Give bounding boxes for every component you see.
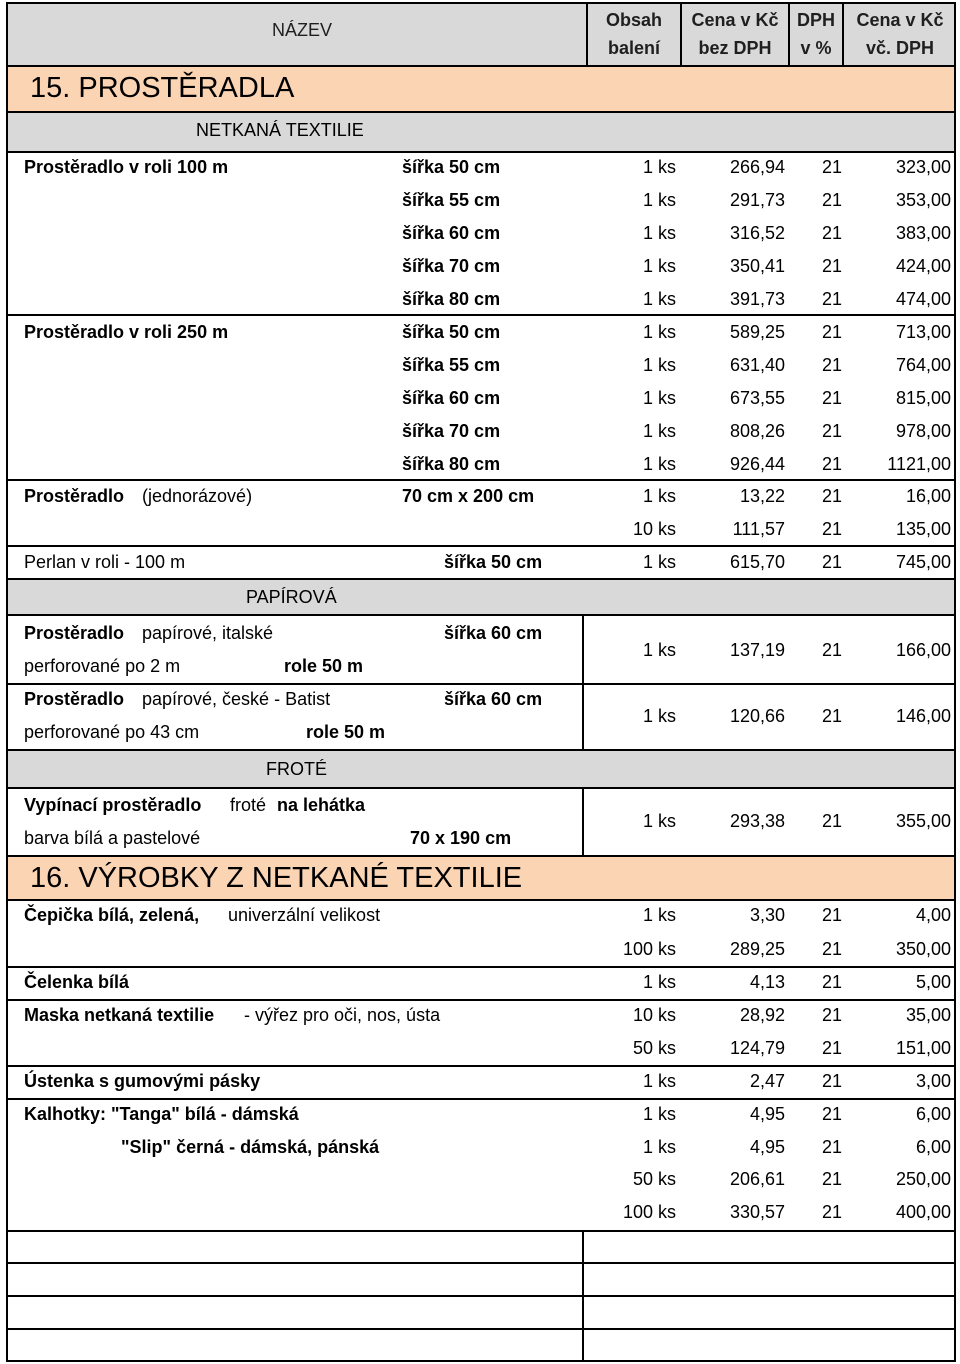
item-spec: šířka 60 cm (402, 388, 501, 408)
price-ex-cell: 111,57 (732, 519, 785, 539)
pack-cell: 1 ks (642, 256, 676, 276)
pack-cell: 1 ks (642, 190, 676, 210)
vat-cell: 21 (821, 1005, 842, 1025)
pack-cell: 10 ks (632, 1005, 676, 1025)
paper-spec: šířka 60 cm (444, 689, 543, 709)
pack-cell: 1 ks (642, 1137, 676, 1157)
paper-name: Prostěradlo (24, 623, 125, 643)
price-ex-cell: 350,41 (729, 256, 785, 276)
vat-cell: 21 (821, 256, 842, 276)
header-price-in: Cena v Kč vč. DPH (856, 10, 944, 58)
pack-cell: 1 ks (642, 454, 676, 474)
price-ex-cell: 124,79 (729, 1038, 785, 1058)
price-in-cell: 764,00 (895, 355, 951, 375)
price-in-cell: 355,00 (895, 811, 951, 831)
vat-cell: 21 (821, 811, 842, 831)
vat-cell: 21 (821, 355, 842, 375)
price-in-cell: 474,00 (895, 289, 951, 309)
item16-name: Čepička bílá, zelená, (24, 905, 200, 925)
vat-cell: 21 (821, 519, 842, 539)
price-ex-cell: 4,95 (749, 1137, 785, 1157)
pack-cell: 50 ks (632, 1169, 676, 1189)
vat-cell: 21 (821, 1071, 842, 1091)
vat-cell: 21 (821, 289, 842, 309)
item16-name-detail: univerzální velikost (228, 905, 381, 925)
pack-cell: 1 ks (642, 1104, 676, 1124)
price-in-cell: 166,00 (895, 640, 951, 660)
price-ex-cell: 291,73 (729, 190, 785, 210)
item-spec: 70 cm x 200 cm (402, 486, 535, 506)
pack-cell: 50 ks (632, 1038, 676, 1058)
pack-cell: 1 ks (642, 905, 676, 925)
price-ex-cell: 673,55 (729, 388, 785, 408)
item-spec: šířka 50 cm (402, 157, 501, 177)
vat-cell: 21 (821, 157, 842, 177)
item-name: Prostěradlo (24, 486, 125, 506)
vat-cell: 21 (821, 223, 842, 243)
price-ex-cell: 28,92 (739, 1005, 785, 1025)
item16-name: Kalhotky: "Tanga" bílá - dámská (24, 1104, 299, 1124)
price-in-cell: 151,00 (895, 1038, 951, 1058)
pack-cell: 1 ks (642, 421, 676, 441)
price-ex-cell: 808,26 (729, 421, 785, 441)
price-in-cell: 400,00 (895, 1202, 951, 1222)
vat-cell: 21 (821, 640, 842, 660)
price-ex-cell: 293,38 (729, 811, 785, 831)
section-15-title: 15. PROSTĚRADLA (30, 72, 295, 104)
vat-cell: 21 (821, 190, 842, 210)
pack-cell: 1 ks (642, 972, 676, 992)
netkana-band (8, 112, 954, 152)
paper-perforation: perforované po 2 m (24, 656, 181, 676)
price-ex-cell: 615,70 (729, 552, 785, 572)
item-spec: šířka 80 cm (402, 454, 501, 474)
item-spec: šířka 50 cm (402, 322, 501, 342)
price-ex-cell: 289,25 (729, 939, 785, 959)
price-in-cell: 978,00 (895, 421, 951, 441)
frote-band (8, 751, 954, 787)
header-pack: Obsah balení (605, 10, 662, 58)
price-in-cell: 713,00 (895, 322, 951, 342)
pack-cell: 1 ks (642, 486, 676, 506)
vat-cell: 21 (821, 388, 842, 408)
pack-cell: 100 ks (622, 1202, 676, 1222)
frote-usage: na lehátka (277, 795, 366, 815)
vat-cell: 21 (821, 939, 842, 959)
price-ex-cell: 137,19 (729, 640, 785, 660)
item-spec: šířka 70 cm (402, 421, 501, 441)
price-ex-cell: 4,95 (749, 1104, 785, 1124)
price-in-cell: 135,00 (895, 519, 951, 539)
item-name-detail: Perlan v roli - 100 m (24, 552, 186, 572)
price-in-cell: 35,00 (905, 1005, 951, 1025)
frote-color: barva bílá a pastelové (24, 828, 201, 848)
pack-cell: 1 ks (642, 388, 676, 408)
header-price-ex: Cena v Kč bez DPH (691, 10, 779, 58)
price-ex-cell: 2,47 (749, 1071, 785, 1091)
price-in-cell: 1121,00 (887, 454, 951, 474)
papirova-band (8, 580, 954, 614)
vat-cell: 21 (821, 972, 842, 992)
frote-material: froté (230, 795, 267, 815)
paper-name: Prostěradlo (24, 689, 125, 709)
item16-name: Maska netkaná textilie (24, 1005, 215, 1025)
price-in-cell: 250,00 (895, 1169, 951, 1189)
price-ex-cell: 330,57 (729, 1202, 785, 1222)
frote-size: 70 x 190 cm (410, 828, 512, 848)
price-ex-cell: 120,66 (729, 706, 785, 726)
vat-cell: 21 (821, 1104, 842, 1124)
frote-title: FROTÉ (266, 759, 327, 779)
price-in-cell: 353,00 (895, 190, 951, 210)
paper-perforation: perforované po 43 cm (24, 722, 200, 742)
item-spec: šířka 60 cm (402, 223, 501, 243)
papirova-title: PAPÍROVÁ (246, 587, 337, 607)
price-ex-cell: 631,40 (729, 355, 785, 375)
pack-cell: 10 ks (632, 519, 676, 539)
price-in-cell: 6,00 (915, 1137, 951, 1157)
pack-cell: 1 ks (642, 223, 676, 243)
price-in-cell: 4,00 (915, 905, 951, 925)
vat-cell: 21 (821, 1169, 842, 1189)
pack-cell: 1 ks (642, 552, 676, 572)
paper-name-detail: papírové, české - Batist (142, 689, 331, 709)
item-spec: šířka 55 cm (402, 190, 501, 210)
paper-roll: role 50 m (306, 722, 386, 742)
vat-cell: 21 (821, 905, 842, 925)
pack-cell: 1 ks (642, 322, 676, 342)
header-vat: DPH v % (796, 10, 835, 58)
item-spec: šířka 50 cm (444, 552, 543, 572)
price-in-cell: 16,00 (905, 486, 951, 506)
item16-name-detail: - výřez pro oči, nos, ústa (244, 1005, 441, 1025)
item-name-detail: (jednorázové) (142, 486, 253, 506)
price-ex-cell: 206,61 (729, 1169, 785, 1189)
vat-cell: 21 (821, 1202, 842, 1222)
item-spec: šířka 80 cm (402, 289, 501, 309)
vat-cell: 21 (821, 322, 842, 342)
price-in-cell: 383,00 (895, 223, 951, 243)
item-name: Prostěradlo v roli 250 m (24, 322, 229, 342)
vat-cell: 21 (821, 1038, 842, 1058)
item-spec: šířka 55 cm (402, 355, 501, 375)
item16-name: Ústenka s gumovými pásky (24, 1071, 261, 1091)
paper-name-detail: papírové, italské (142, 623, 274, 643)
pack-cell: 100 ks (622, 939, 676, 959)
price-ex-cell: 266,94 (729, 157, 785, 177)
header-name: NÁZEV (272, 20, 333, 40)
price-in-cell: 424,00 (895, 256, 951, 276)
vat-cell: 21 (821, 454, 842, 474)
price-ex-cell: 926,44 (729, 454, 785, 474)
item16-name: "Slip" černá - dámská, pánská (121, 1137, 380, 1157)
paper-roll: role 50 m (284, 656, 364, 676)
item16-name: Čelenka bílá (24, 972, 130, 992)
price-in-cell: 350,00 (895, 939, 951, 959)
section-16-title: 16. VÝROBKY Z NETKANÉ TEXTILIE (30, 862, 523, 894)
price-in-cell: 3,00 (915, 1071, 951, 1091)
paper-spec: šířka 60 cm (444, 623, 543, 643)
vat-cell: 21 (821, 486, 842, 506)
price-in-cell: 146,00 (895, 706, 951, 726)
price-in-cell: 745,00 (895, 552, 951, 572)
vat-cell: 21 (821, 706, 842, 726)
item-name: Prostěradlo v roli 100 m (24, 157, 229, 177)
price-in-cell: 323,00 (895, 157, 951, 177)
price-in-cell: 6,00 (915, 1104, 951, 1124)
pack-cell: 1 ks (642, 355, 676, 375)
pack-cell: 1 ks (642, 811, 676, 831)
price-ex-cell: 4,13 (749, 972, 785, 992)
price-ex-cell: 316,52 (729, 223, 785, 243)
pack-cell: 1 ks (642, 157, 676, 177)
price-ex-cell: 391,73 (729, 289, 785, 309)
netkana-title: NETKANÁ TEXTILIE (196, 120, 364, 140)
price-ex-cell: 3,30 (749, 905, 785, 925)
item-spec: šířka 70 cm (402, 256, 501, 276)
price-ex-cell: 589,25 (729, 322, 785, 342)
pack-cell: 1 ks (642, 289, 676, 309)
price-in-cell: 5,00 (915, 972, 951, 992)
pack-cell: 1 ks (642, 640, 676, 660)
pack-cell: 1 ks (642, 706, 676, 726)
pack-cell: 1 ks (642, 1071, 676, 1091)
vat-cell: 21 (821, 552, 842, 572)
vat-cell: 21 (821, 1137, 842, 1157)
frote-name: Vypínací prostěradlo (24, 795, 202, 815)
price-ex-cell: 13,22 (739, 486, 785, 506)
price-in-cell: 815,00 (895, 388, 951, 408)
vat-cell: 21 (821, 421, 842, 441)
